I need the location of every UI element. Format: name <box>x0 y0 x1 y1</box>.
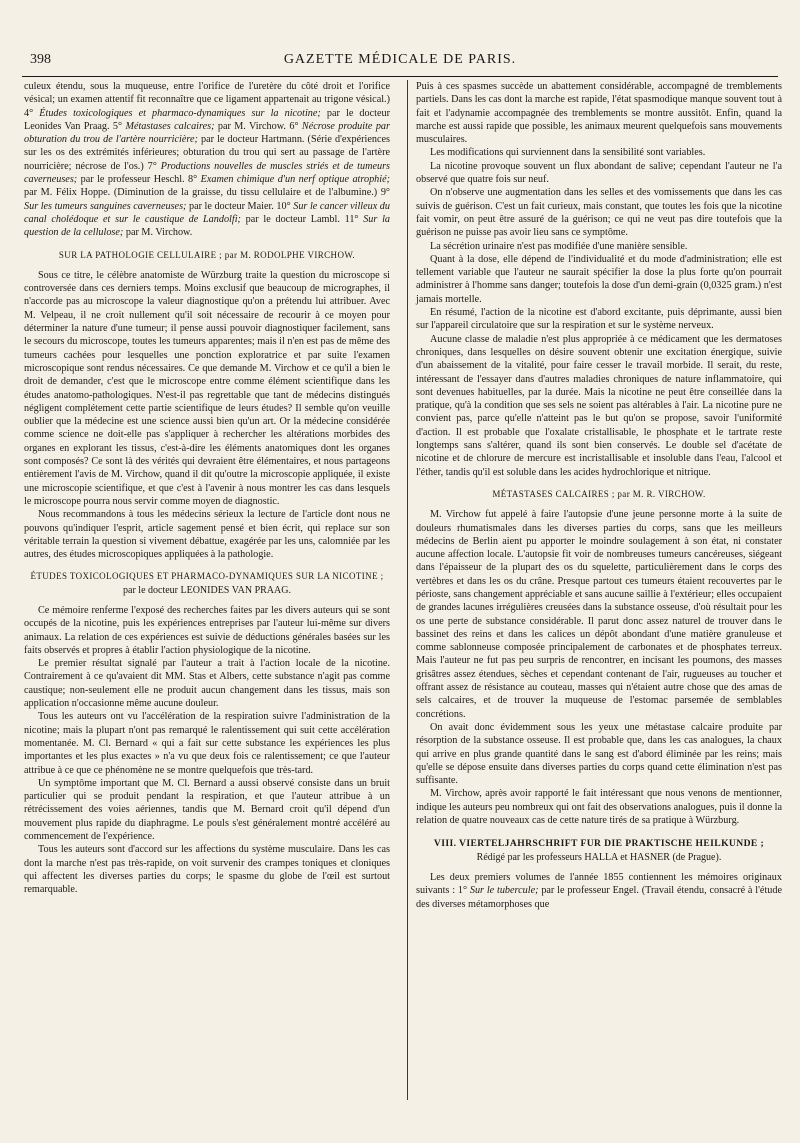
right-column <box>416 80 782 911</box>
section-heading-vierteljahrschrift <box>416 837 782 864</box>
section-heading-calcareous-metastases: MÉTASTASES CALCAIRES ; par M. R. VIRCHOW. <box>492 488 706 499</box>
article-paragraph: La sécrétion urinaire n'est pas modifiée d'une manière sensible. <box>430 240 688 252</box>
article-paragraph: Quant à la dose, elle dépend de l'individualité et du mode d'administration; elle est tellement variable que l'auteur ne saurait spécifier la dose la plus forte qu'on pourrait administrer à l'homme sans danger; toutefois la dose d'un demi-grain (0,0325 gram.) n'est jamais mortelle. <box>416 253 782 305</box>
section-heading-title: VIII. VIERTELJAHRSCHRIFT FUR DIE PRAKTISCHE HEILKUNDE ; <box>433 838 765 850</box>
article-paragraph: Tous les auteurs ont vu l'accélération de la respiration suivre l'administration de la nicotine; mais la plupart n'ont pas remarqué le ralentissement qui suit cette accélération momentanée. M. Cl. Bernard « qui a fait sur cette substance les expériences les plus importantes et les plus exactes » n'a vu que deux fois ce ralentissement; ce que l'auteur attribue à ce que ce phénomène ne se montre quelquefois que très-tard. <box>24 711 390 776</box>
article-paragraph: M. Virchow, après avoir rapporté le fait intéressant que nous venons de mentionner, indique les auteurs peu nombreux qui ont fait des observations analogues, puis il donne la relation de quatre nouveaux cas de cette nature tirés de sa pratique à Würzburg. <box>416 788 782 827</box>
page-number: 398 <box>30 52 51 67</box>
article-paragraph: On avait donc évidemment sous les yeux une métastase calcaire produite par résorption de la substance osseuse. Il est probable que, dans les cas analogues, la chaux qui arrive en plus grande quantité dans le sang est d'abord éliminée par les reins; mais qu'elle se dépose ensuite dans diverses parties du corps quand cette élimination n'est pas suffisante. <box>416 721 782 787</box>
section-heading-title: ÉTUDES TOXICOLOGIQUES ET PHARMACO-DYNAMIQUES SUR LA NICOTINE ; <box>30 571 384 582</box>
article-paragraph: culeux étendu, sous la muqueuse, entre l'orifice de l'uretère du côté droit et l'orifice vésical; un examen attentif fit reconnaître que ce ligament appartenait au trigone vésical.) 4° Études toxicologiques et pharmaco-dynamiques sur la nicotine; par le docteur Leonides Van Praag. 5° Métastases calcaires; par M. Virchow. 6° Nécrose produite par obturation du trou de l'artère nourricière; par le docteur Hartmann. (Série d'expériences sur les os des extrémités inférieures; obturation du trou qui sert au passage de l'artère nourricière; nécrose de l'os.) 7° Productions nouvelles de muscles striés et de tumeurs caverneuses; par le professeur Heschl. 8° Examen chimique d'un nerf optique atrophié; par M. Félix Hoppe. (Diminution de la graisse, du tissu cellulaire et de l'albumine.) 9° Sur les tumeurs sanguines caverneuses; par le docteur Maier. 10° Sur le cancer villeux du canal cholédoque et sur le caustique de Landolfi; par le docteur Lambl. 11° Sur la question de la cellulose; par M. Virchow. <box>24 81 390 239</box>
article-paragraph: Sous ce titre, le célèbre anatomiste de Würzburg traite la question du microscope si controversée dans ces derniers temps. Moins exclusif que beaucoup de micrographes, il n'accorde pas au microscope la valeur diagnostique qu'on a prétendu lui attribuer. Avec M. Velpeau, il ne croit nullement qu'il soit nécessaire de recourir à ce moyen pour déterminer la nature d'une tumeur; il pense aussi pouvoir diagnostiquer facilement, sans le secours du microscope, toutes les tumeurs apparentes; mais il n'en est pas de même des tumeurs cachées pour lesquelles une ponction exploratrice et par suite l'examen microscopique sont rendus nécessaires. Ce que demande M. Virchow et ce qu'il a bien le droit de demander, c'est que le microscope entre comme élément scientifique dans les études anatomo-pathologiques. N'est-il pas regrettable que tant de médecins distingués négligent complétement cette partie scientifique de leurs études? Il semble qu'on veuille oublier que la médecine est une science aussi bien qu'un art. Or la médecine considérée comme science ne doit-elle pas s'appliquer à rechercher les altérations morbides des organes en explorant les tissus, c'est-à-dire les éléments anatomiques dont les organes sont composés? Ce sont là des vérités qui devraient être élémentaires, et nous partageons entièrement l'avis de M. Virchow, quand il dit qu'outre la microscopie appliquée, il existe une microscopie scientifique, et que c'est à l'avenir à nous montrer les cas dans lesquels le microscope pourra nous servir comme moyen de diagnostic. <box>24 269 390 507</box>
article-paragraph: Le premier résultat signalé par l'auteur a trait à l'action locale de la nicotine. Contrairement à ce qu'avaient dit MM. Stas et Albers, cette substance n'agit pas comme caustique; non-seulement elle ne produit aucun changement dans les tissus, mais son application n'occasionne même aucune douleur. <box>24 658 390 710</box>
column-divider <box>407 80 408 1100</box>
article-paragraph: Les modifications qui surviennent dans la sensibilité sont variables. <box>430 147 706 159</box>
section-heading-cellular-pathology: SUR LA PATHOLOGIE CELLULAIRE ; par M. RODOLPHE VIRCHOW. <box>58 249 356 260</box>
article-paragraph: Puis à ces spasmes succède un abattement considérable, accompagné de tremblements partiels. Dans les cas dont la marche est rapide, l'état spasmodique manque souvent tout à fait et l'adynamie accompagnée des tremblements se montre aussitôt. Enfin, quand la marche est aussi rapide que possible, les animaux meurent quelquefois sans mouvements musculaires. <box>416 81 782 146</box>
left-column <box>24 80 390 897</box>
page-header <box>22 50 778 77</box>
article-paragraph: Ce mémoire renferme l'exposé des recherches faites par les divers auteurs qui se sont occupés de la nicotine, puis les expériences entreprises par l'auteur lui-même sur divers animaux. La relation de ces expériences est suivie de déductions générales basées sur les faits observés et propres à établir l'action physiologique de la nicotine. <box>24 604 390 656</box>
article-paragraph: La nicotine provoque souvent un flux abondant de salive; cependant l'auteur ne l'a observé que quatre fois sur neuf. <box>416 160 782 186</box>
article-paragraph: Tous les auteurs sont d'accord sur les affections du système musculaire. Dans les cas dont la marche n'est pas très-rapide, on voit survenir des crampes toniques et cloniques qui affectent les diverses parties du corps; le spasme du globe de l'œil est surtout remarquable. <box>24 844 390 896</box>
article-paragraph: Un symptôme important que M. Cl. Bernard a aussi observé consiste dans un bruit particulier qui se produit pendant la respiration, et que l'auteur attribue à un rétrécissement des voies aériennes, tandis que M. Bernard croit qu'il dépend d'un mouvement plus rapide du diaphragme. Le pouls s'est généralement montré accéléré au commencement de l'expérience. <box>24 777 390 843</box>
article-paragraph: En résumé, l'action de la nicotine est d'abord excitante, puis déprimante, aussi bien sur l'appareil circulatoire que sur la respiration et sur le système nerveux. <box>416 307 782 332</box>
article-paragraph: Les deux premiers volumes de l'année 1855 contiennent les mémoires originaux suivants : 1° Sur le tubercule; par le professeur Engel. (Travail étendu, consacré à l'étude des diverses métamorphoses que <box>416 871 782 910</box>
article-paragraph: Aucune classe de maladie n'est plus appropriée à ce médicament que les dermatoses chroniques, dans lesquelles on désire souvent obtenir une excitation énergique, suivie d'un abaissement de la vitalité, pour faire cesser le travail morbide. Il serait, du reste, intéressant de l'essayer dans d'autres maladies chroniques de nature inflammatoire, qui sont devenues habituelles, par la durée. Mais la nicotine ne peut être conseillée dans la pratique, qu'à la condition que ses sels ne soient pas altérables à l'air. La nicotine pure ne convient pas, parce qu'elle n'atteint pas le but qu'on se propose, savoir l'uniformité d'action. Il est probable que l'oxalate cristallisable, le phosphate et le tartrate reste longtemps sans s'altérer, quand ils sont bien conservés. Le double sel d'acétate de nicotine et de chlorure de mercure est incristallisable et insoluble dans l'eau, l'alcool et l'éther, tandis qu'il est soluble dans les acides hydrochlorique et nitrique. <box>416 333 782 478</box>
section-heading-editors: Rédigé par les professeurs HALLA et HASNER (de Prague). <box>476 851 722 863</box>
article-paragraph: On n'observe une augmentation dans les selles et des vomissements que dans les cas suivis de guérison. C'est un fait curieux, mais constant, que toutes les fois que la nicotine fait vomir, on peut être assuré de la guérison; ce qui ne veut pas dire toutefois que la guérison ne puisse pas avoir lieu sans ce symptôme. <box>416 187 782 239</box>
section-heading-nicotine <box>24 570 390 597</box>
section-heading-author: par le docteur LEONIDES VAN PRAAG. <box>123 584 291 596</box>
journal-title: GAZETTE MÉDICALE DE PARIS. <box>283 52 517 67</box>
article-paragraph: Nous recommandons à tous les médecins sérieux la lecture de l'article dont nous ne pouvons qu'indiquer l'esprit, article sagement pensé et bien écrit, qui replace sur son véritable terrain la question si vivement débattue, exagérée par les uns, calomniée par les autres, des études microscopiques appliquées à la pathologie. <box>24 509 390 561</box>
article-paragraph: M. Virchow fut appelé à faire l'autopsie d'une jeune personne morte à la suite de douleurs rhumatismales dans les diverses parties du corps, sans que les meilleurs médecins de Berlin aient pu apporter le moindre soulagement à son état, ni constater aucune affection locale. L'autopsie fit voir de nombreuses tumeurs cancéreuses, siégeant dans l'épaisseur de la plupart des os du squelette, particulièrement dans le corps des vertèbres et dans les os du crâne. Presque partout ces tumeurs étaient recouvertes par le périoste, sans changement appréciable et sans aucune saillie à l'extérieur; elles occupaient de grandes lacunes irrégulières creusées dans la substance osseuse, d'où résultait pour les os une perte de substance considérable. Il parut donc assez naturel de trouver dans le bassinet des reins et dans les calices un dépôt abondant d'une matière granuleuse et comme sablonneuse composée principalement de carbonates et de phosphates terreux. Mais l'auteur ne fut pas peu surpris de rencontrer, en incisant les poumons, des masses grisâtres assez étendues, sèches et cependant contenant de l'air, rugueuses au toucher et offrant assez de résistance au couteau, masses qui n'étaient autre chose que des amas de sels calcaires, et de trouver la muqueuse de l'estomac parsemée de semblables concrétions. <box>416 509 782 720</box>
